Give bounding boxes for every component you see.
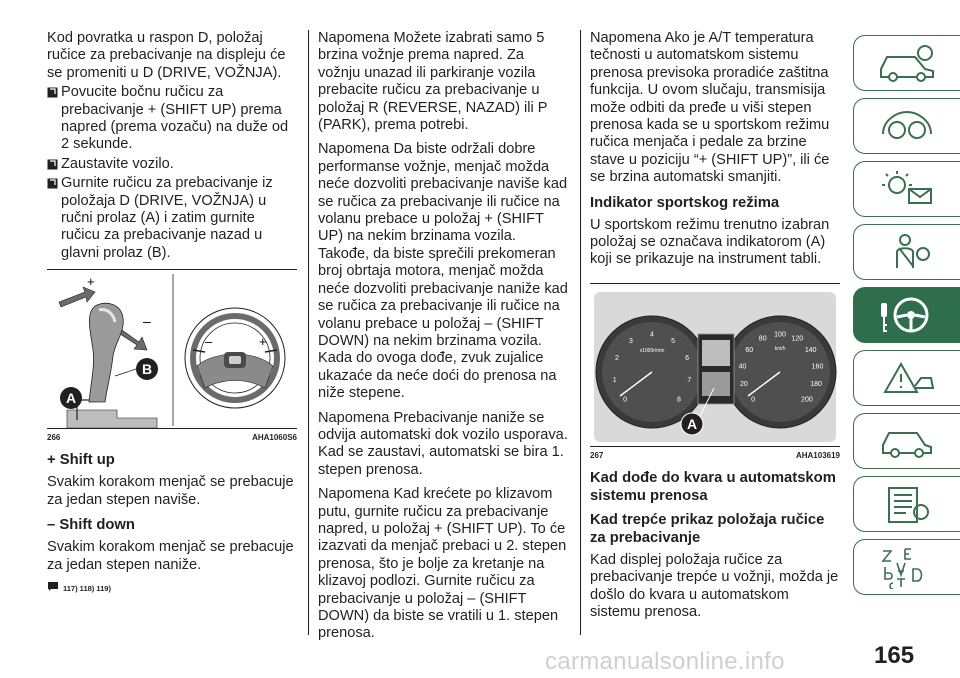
specifications-list-icon [875, 484, 939, 524]
note-paragraph: Napomena Prebacivanje naniže se odvija automatski dok vozilo usporava. Kad se zaustavi, automatski se bira 1. stepen prenosa. [318, 409, 568, 478]
warning-references [47, 580, 297, 597]
bullet-text: Zaustavite vozilo. [61, 155, 174, 172]
gauge-tick-label: 20 [740, 381, 748, 389]
reference-numbers: 117) 118) 119) [63, 583, 111, 593]
gauge-tick-label: 3 [628, 337, 633, 345]
figure-267 [590, 283, 840, 447]
checkbox-bullet-icon [47, 87, 61, 98]
gauge-tick-label: 5 [671, 337, 676, 345]
gauge-tick-label: 100 [774, 331, 786, 339]
note-paragraph: Napomena Da biste održali dobre performanse vožnje, menjač možda neće dozvoliti prebacivanje naviše kad se ručica za prebacivanje ili ručice na volanu prebace u položaj + (SHIFT UP) na nekim brzinama vozila. Takođe, da biste sprečili prekomeran broj obrtaja motora, menjač možda neće dozvoliti prebacivanje naniže kad se ručica za prebacivanje ili ručice na volanu prebace u položaj – (SHIFT DOWN) na nekim brzinama vozila. Kada do ovoga dođe, zvuk zujalice ukazaće da neće doći do prenosa na niže stepene. [318, 141, 568, 402]
heading-transmission-fault: Kad dođe do kvara u automatskom sistemu prenosa [590, 469, 836, 504]
gauge-tick-label: 140 [804, 347, 817, 355]
plus-sign: + [87, 274, 95, 290]
figure-266 [47, 269, 297, 429]
figure-caption [47, 433, 297, 443]
sport-paragraph: U sportskom režimu trenutno izabran položaj se označava indikatorom (A) koji se prikazuje na instrument tabli. [590, 216, 830, 268]
shift-down-paragraph: Svakim korakom menjač se prebacuje za jedan stepen naniže. [47, 539, 294, 573]
wheel-plus-sign: + [259, 334, 267, 350]
checkbox-bullet-icon [47, 178, 61, 189]
watermark: carmanualsonline.info [545, 648, 785, 675]
roadside-emergency-icon [875, 358, 939, 398]
dashboard-gauge-icon [875, 106, 939, 146]
note-paragraph: Napomena Kad krećete po klizavom putu, gurnite ručicu za prebacivanje napred, u položaj + (SHIFT UP). To će izazvati da menjač prebaci u 2. stepen prenosa, što je bolje za kretanje na klizavoj podlozi. Gurnite ručicu za prebacivanje u položaj – (SHIFT DOWN) da biste se vratili u 1. stepen prenosa. [318, 486, 567, 642]
figure-number: 267 [590, 450, 604, 460]
column-1 [47, 30, 297, 597]
gauge-tick-label: 180 [810, 381, 822, 389]
column-2 [318, 30, 568, 650]
column-divider [308, 30, 309, 635]
tab-emergency[interactable] [853, 350, 960, 406]
car-info-icon [875, 43, 939, 83]
gauge-tick-label: 6 [685, 354, 690, 362]
tab-starting-driving[interactable] [853, 287, 960, 343]
figure-number: 266 [47, 433, 61, 443]
wheel-minus-sign: – [205, 334, 213, 350]
tab-dashboard[interactable] [853, 98, 960, 154]
gauge-tick-label: 40 [738, 363, 747, 371]
gauge-tick-label: 1 [612, 376, 617, 384]
figure-code: AHA103619 [795, 450, 840, 460]
gauge-tick-label: 80 [758, 335, 767, 343]
checkbox-bullet-icon [47, 159, 61, 170]
gauge-tick-label: 200 [801, 396, 813, 404]
intro-paragraph: Kod povratka u raspon D, položaj ručice za prebacivanje na displeju će se promeniti u D (DRIVE, VOŽNJA). [47, 30, 286, 81]
gauge-tick-label: 0 [623, 396, 628, 404]
steering-key-icon [875, 293, 939, 337]
bullet-text: Povucite bočnu ručicu za prebacivanje + (SHIFT UP) prema napred (prema vozaču) na duže od 2 sekunde. [61, 84, 289, 153]
bullet-item [47, 84, 297, 154]
bullet-text: Gurnite ručicu za prebacivanje iz položaja D (DRIVE, VOŽNJA) u ručni prolaz (A) i zatim gurnite ručicu za prebacivanje nazad u glavni prolaz (B). [61, 175, 273, 261]
gauge-tick-label: 2 [614, 354, 619, 362]
bullet-item [47, 175, 297, 262]
instrument-cluster-illustration [590, 284, 840, 446]
column-3 [590, 30, 840, 629]
blink-paragraph: Kad displej položaja ručice za prebacivanje trepće u vožnji, možda je došlo do kvara u automatskom sistemu prenosa. [590, 551, 839, 621]
note-paragraph: Napomena Ako je A/T temperatura tečnosti u automatskom sistemu prenosa previsoka proradiće zaštitna funkcija. U ovom slučaju, transmisija može odbiti da pređe u viši stepen prenosa kada se u sportskom režimu ručica menjača i pedale za brzine stave u poziciju “+ (SHIFT UP)”, ili će se brzina automatski smanjiti. [590, 30, 830, 186]
tab-safety[interactable] [853, 224, 960, 280]
car-service-icon [875, 421, 939, 461]
label-b: B [141, 361, 153, 378]
figure-code: AHA1060S6 [252, 433, 297, 443]
gauge-tick-label: 4 [650, 331, 654, 339]
gauge-tick-label: 8 [676, 396, 681, 404]
shift-lever-illustration [47, 270, 297, 428]
figure-caption [590, 451, 840, 461]
gauge-tick-label: 120 [791, 335, 804, 343]
shift-up-paragraph: Svakim korakom menjač se prebacuje za jedan stepen naviše. [47, 474, 294, 508]
column-divider [580, 30, 581, 635]
heading-sport-indicator: Indikator sportskog režima [590, 194, 780, 211]
warning-lights-icon [875, 169, 939, 209]
heading-shift-up: + Shift up [47, 452, 115, 469]
tab-warning-lights[interactable] [853, 161, 960, 217]
heading-shift-down: – Shift down [47, 517, 135, 534]
label-a: A [65, 390, 77, 407]
index-letters-icon [875, 545, 939, 589]
heading-blinking-indicator: Kad trepće prikaz položaja ručice za prebacivanje [590, 511, 825, 546]
tachometer-unit: x1000r/min [639, 347, 665, 354]
gauge-tick-label: 7 [687, 376, 692, 384]
warning-icon [47, 580, 59, 597]
minus-sign: – [143, 313, 151, 330]
seatbelt-safety-icon [875, 232, 939, 272]
gauge-tick-label: 160 [811, 363, 824, 371]
tab-car-info[interactable] [853, 35, 960, 91]
chapter-tabs [853, 35, 960, 602]
tab-index[interactable] [853, 539, 960, 595]
tab-service[interactable] [853, 413, 960, 469]
gauge-tick-label: 60 [745, 347, 754, 355]
gauge-tick-label: 0 [751, 396, 756, 404]
speedometer-unit: km/h [774, 345, 786, 352]
note-paragraph: Napomena Možete izabrati samo 5 brzina vožnje prema napred. Za vožnju unazad ili parkiranje vozila prebacite ručicu za prebacivanje u položaj R (REVERSE, NAZAD) ili P (PARK), prema potrebi. [318, 30, 548, 134]
bullet-item [47, 156, 297, 173]
label-a: A [686, 415, 698, 432]
page-number: 165 [874, 642, 915, 669]
tab-specifications[interactable] [853, 476, 960, 532]
